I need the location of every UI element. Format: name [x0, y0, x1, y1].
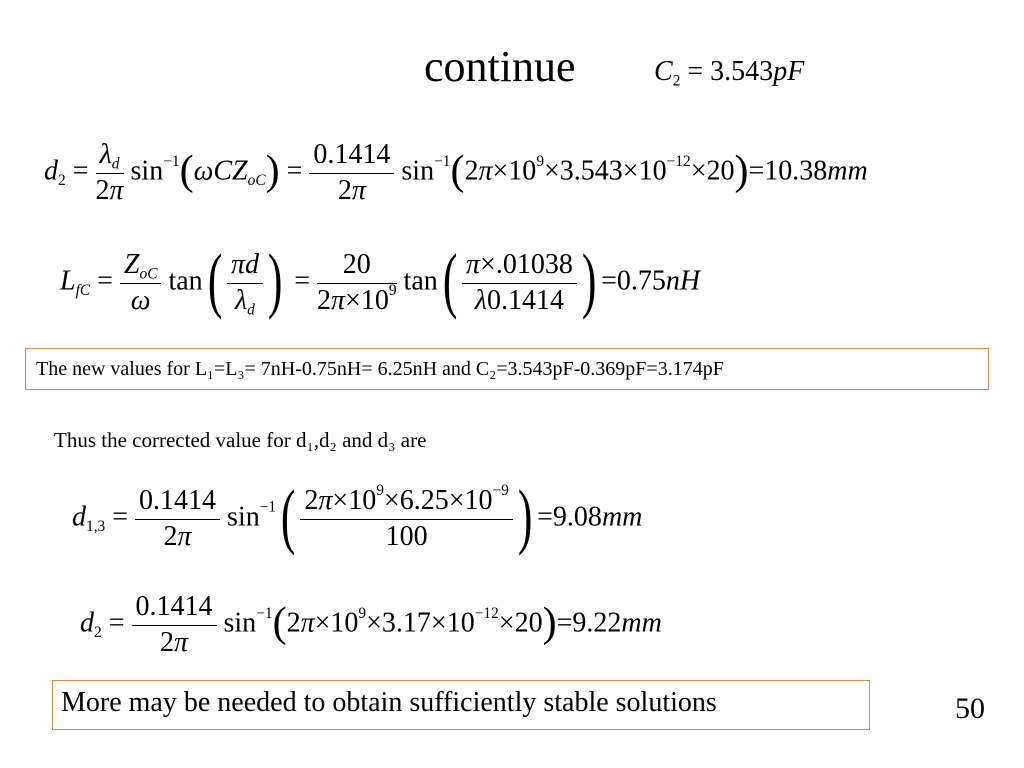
page-number: 50 [955, 692, 985, 725]
conclusion-text: More may be needed to obtain sufficiently stable solutions [61, 687, 717, 718]
equation-c2: $C_2 = 3.543pF$ [654, 56, 805, 90]
new-values-text: The new values for L₁=L₃= 7nH-0.75nH= 6.25nH and C₂=3.543pF-0.369pF=3.174pF [36, 358, 724, 380]
equation-d2-first: $d_2$ = $\frac{\lambda_d}{2\pi}$ $\sin^{-1}(\omega CZ_{oC})$ = $\frac{0.1414}{2\pi}$ $\sin^{-1}(2\pi\times 10^9\times 3.543\times 10^{-12}\times 20)=10.38mm$ [44, 139, 868, 206]
equation-d2-second: $d_2$ = $\frac{0.1414}{2\pi}$ $\sin^{-1}(2\pi\times 10^9\times 3.17\times 10^{-12}\times 20)=9.22mm$ [80, 591, 662, 658]
corrected-intro-text: Thus the corrected value for d₁,d₂ and d₃ are [54, 428, 427, 452]
equation-lfc: $L_{fC}$ = $\frac{Z_{oC}}{\omega}$ tan( $\frac{\pi d}{\lambda_d}$ ) = $\frac{20}{2\pi\times 10^9}$ tan( $\frac{\pi\times.01038}{\lambda 0.1414}$ ) =0.75nH [60, 239, 701, 320]
slide-title: continue [424, 42, 576, 91]
new-values-box [25, 348, 989, 390]
conclusion-box [52, 680, 870, 730]
equation-d13: $d_{1,3}$ = $\frac{0.1414}{2\pi}$ $\sin^{-1}$( $\frac{2\pi\times 10^9\times 6.25\times 10^{-9}}{100}$ ) =9.08mm [72, 475, 643, 556]
